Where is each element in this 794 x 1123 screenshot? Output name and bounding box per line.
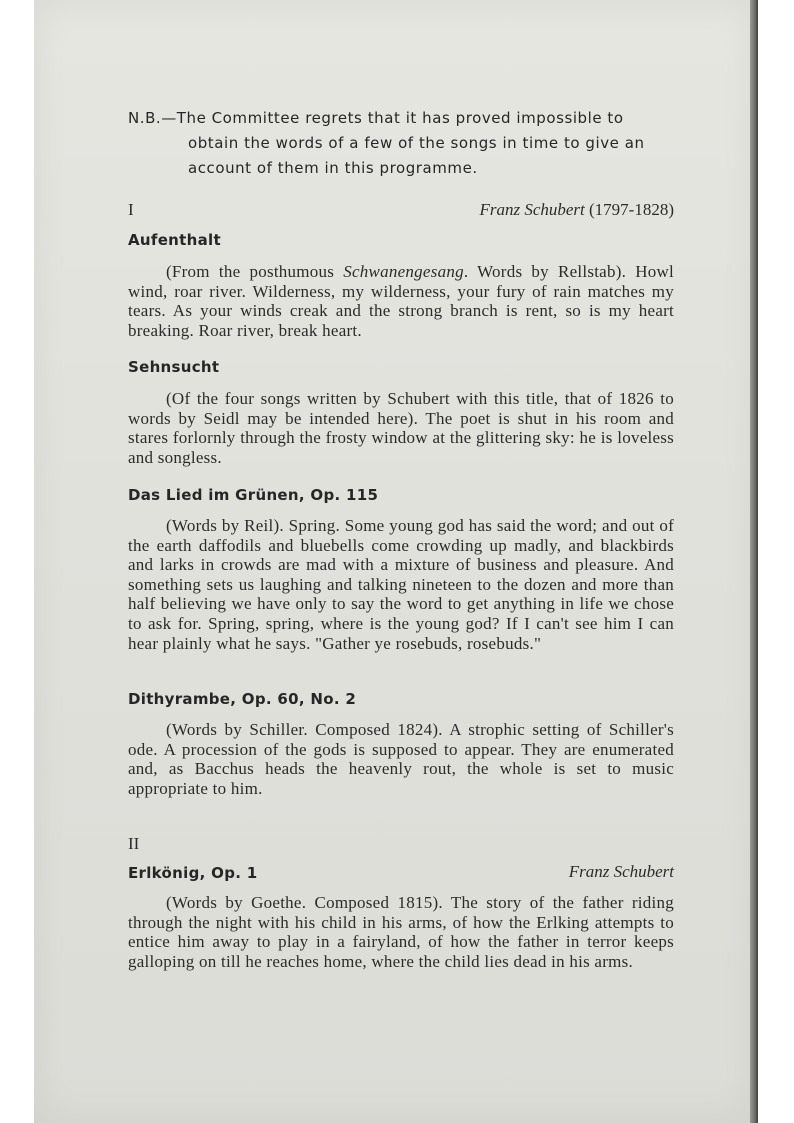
- erlkonig-header: [128, 862, 674, 884]
- song-title-aufenthalt: Aufenthalt: [128, 231, 221, 249]
- section-1-composer: Franz Schubert: [479, 200, 585, 219]
- section-2-header: [128, 834, 674, 856]
- section-1-composer-line: [479, 200, 674, 220]
- section-1-dates: (1797-1828): [589, 200, 674, 219]
- committee-note: [128, 106, 674, 181]
- scan-margin: [0, 0, 34, 1123]
- section-1-numeral: I: [128, 200, 134, 219]
- section-2-numeral: II: [128, 834, 140, 853]
- song-description-erlkonig: [128, 893, 674, 971]
- song-description-sehnsucht: [128, 389, 674, 467]
- song-title-das-lied-im-grunen: Das Lied im Grünen, Op. 115: [128, 486, 379, 504]
- aufenthalt-text-start: (From the posthumous: [166, 262, 344, 281]
- section-1-header: [128, 200, 674, 222]
- das-lied-text: (Words by Reil). Spring. Some young god has said the word; and out of the earth daffodils and bluebells come crowding up madly, and blackbirds and larks in crowds are mad with a mixture of business and pleasure. And something sets us laughing and talking nineteen to the dozen and more than half believing we have only to say the word to get anything in life we chose to ask for. Spring, spring, where is the young god? If I can't see him I can hear plainly what he says. "Gather ye rosebuds, rosebuds.": [128, 516, 674, 653]
- erlkonig-text: (Words by Goethe. Composed 1815). The story of the father riding through the night with his child in his arms, of how the Erlking attempts to entice him away to play in a fairyland, of how the father in terror keeps galloping on till he reaches home, where the child lies dead in his arms.: [128, 893, 674, 971]
- sehnsucht-text: (Of the four songs written by Schubert with this title, that of 1826 to words by Seidl may be intended here). The poet is shut in his room and stares forlornly through the frosty window at the glittering sky: he is loveless and songless.: [128, 389, 674, 467]
- page-binding-edge: [750, 0, 758, 1123]
- song-title-dithyrambe: Dithyrambe, Op. 60, No. 2: [128, 690, 357, 708]
- song-description-das-lied-im-grunen: [128, 516, 674, 653]
- song-description-aufenthalt: [128, 262, 674, 340]
- aufenthalt-text-italic: Schwanengesang: [343, 262, 464, 281]
- note-line-2: obtain the words of a few of the songs in time to give an: [188, 134, 645, 152]
- note-line-3: account of them in this programme.: [188, 159, 478, 177]
- aufenthalt-text-end: . Words by Rellstab). Howl wind, roar river. Wilderness, my wilderness, your fury of rain matches my tears. As your winds creak and the strong branch is rent, so is my heart breaking. Roar river, break heart.: [128, 262, 675, 340]
- section-2-composer: Franz Schubert: [568, 862, 674, 881]
- song-description-dithyrambe: [128, 720, 674, 798]
- song-title-sehnsucht: Sehnsucht: [128, 358, 220, 376]
- dithyrambe-text: (Words by Schiller. Composed 1824). A strophic setting of Schiller's ode. A procession of the gods is supposed to appear. They are enumerated and, as Bacchus heads the heavenly rout, the whole is set to music appropriate to him.: [128, 720, 674, 798]
- song-title-erlkonig: Erlkönig, Op. 1: [128, 864, 258, 882]
- note-line-1: N.B.—The Committee regrets that it has proved impossible to: [128, 109, 624, 127]
